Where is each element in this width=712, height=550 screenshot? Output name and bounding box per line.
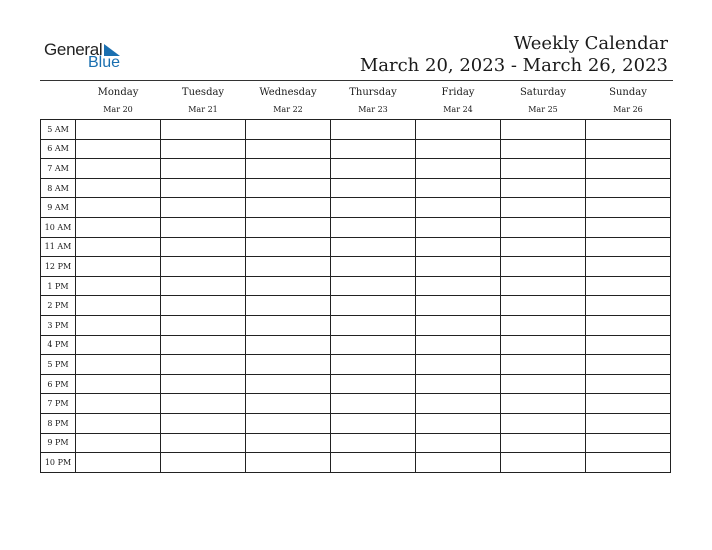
- calendar-slot-cell[interactable]: [416, 257, 501, 277]
- calendar-slot-cell[interactable]: [416, 159, 501, 179]
- time-slot-row: [41, 296, 671, 316]
- time-slot-row: [41, 315, 671, 335]
- calendar-slot-cell[interactable]: [331, 198, 416, 218]
- calendar-slot-cell[interactable]: [586, 453, 671, 473]
- calendar-slot-cell[interactable]: [331, 335, 416, 355]
- calendar-slot-cell[interactable]: [416, 139, 501, 159]
- calendar-slot-cell[interactable]: [501, 394, 586, 414]
- day-name: Wednesday: [259, 86, 317, 98]
- calendar-slot-cell[interactable]: [246, 120, 331, 140]
- time-slot-row: [41, 413, 671, 433]
- time-slot-row: [41, 159, 671, 179]
- time-label: 8 AM: [41, 178, 76, 198]
- calendar-slot-cell[interactable]: [246, 276, 331, 296]
- calendar-slot-cell[interactable]: [161, 139, 246, 159]
- day-name: Thursday: [349, 86, 397, 98]
- calendar-slot-cell[interactable]: [416, 276, 501, 296]
- calendar-slot-cell[interactable]: [416, 413, 501, 433]
- calendar-slot-cell[interactable]: [331, 374, 416, 394]
- calendar-slot-cell[interactable]: [76, 335, 161, 355]
- calendar-slot-cell[interactable]: [331, 139, 416, 159]
- calendar-slot-cell[interactable]: [586, 355, 671, 375]
- time-label: 6 PM: [41, 374, 76, 394]
- calendar-slot-cell[interactable]: [246, 178, 331, 198]
- calendar-slot-cell[interactable]: [331, 453, 416, 473]
- calendar-slot-cell[interactable]: [76, 394, 161, 414]
- day-date: Mar 21: [188, 105, 218, 114]
- time-slot-row: [41, 120, 671, 140]
- calendar-slot-cell[interactable]: [76, 257, 161, 277]
- calendar-slot-cell[interactable]: [501, 120, 586, 140]
- calendar-slot-cell[interactable]: [246, 257, 331, 277]
- day-name: Friday: [441, 86, 475, 98]
- calendar-slot-cell[interactable]: [331, 257, 416, 277]
- calendar-slot-cell[interactable]: [416, 335, 501, 355]
- time-label: 11 AM: [41, 237, 76, 257]
- calendar-slot-cell[interactable]: [331, 159, 416, 179]
- calendar-slot-cell[interactable]: [416, 355, 501, 375]
- time-label: 5 PM: [41, 355, 76, 375]
- calendar-slot-cell[interactable]: [331, 276, 416, 296]
- calendar-slot-cell[interactable]: [501, 257, 586, 277]
- calendar-slot-cell[interactable]: [586, 159, 671, 179]
- time-slot-row: [41, 198, 671, 218]
- calendar-slot-cell[interactable]: [76, 413, 161, 433]
- calendar-slot-cell[interactable]: [76, 178, 161, 198]
- calendar-slot-cell[interactable]: [161, 413, 246, 433]
- calendar-slot-cell[interactable]: [586, 374, 671, 394]
- calendar-slot-cell[interactable]: [501, 276, 586, 296]
- calendar-slot-cell[interactable]: [501, 159, 586, 179]
- calendar-slot-cell[interactable]: [161, 276, 246, 296]
- calendar-slot-cell[interactable]: [501, 178, 586, 198]
- time-slot-row: [41, 217, 671, 237]
- calendar-slot-cell[interactable]: [246, 159, 331, 179]
- calendar-slot-cell[interactable]: [76, 237, 161, 257]
- time-label: 8 PM: [41, 413, 76, 433]
- day-date-row: [41, 100, 671, 120]
- calendar-slot-cell[interactable]: [331, 355, 416, 375]
- calendar-slot-cell[interactable]: [416, 433, 501, 453]
- day-date: Mar 25: [528, 105, 558, 114]
- calendar-slot-cell[interactable]: [161, 198, 246, 218]
- calendar-slot-cell[interactable]: [501, 453, 586, 473]
- logo-text-blue: Blue: [88, 54, 121, 71]
- calendar-slot-cell[interactable]: [161, 453, 246, 473]
- calendar-slot-cell[interactable]: [586, 394, 671, 414]
- calendar-slot-cell[interactable]: [331, 120, 416, 140]
- calendar-slot-cell[interactable]: [246, 296, 331, 316]
- time-label: 3 PM: [41, 315, 76, 335]
- calendar-slot-cell[interactable]: [161, 374, 246, 394]
- time-slot-row: [41, 453, 671, 473]
- logo: [44, 40, 134, 74]
- calendar-slot-cell[interactable]: [416, 198, 501, 218]
- calendar-slot-cell[interactable]: [416, 394, 501, 414]
- page-title: Weekly Calendar: [513, 33, 668, 54]
- calendar-slot-cell[interactable]: [331, 413, 416, 433]
- time-label: 1 PM: [41, 276, 76, 296]
- calendar-slot-cell[interactable]: [246, 217, 331, 237]
- weekly-calendar-grid: [40, 84, 671, 473]
- date-range: March 20, 2023 - March 26, 2023: [359, 55, 668, 76]
- calendar-slot-cell[interactable]: [246, 453, 331, 473]
- time-header-spacer: [41, 84, 76, 100]
- day-name: Saturday: [519, 86, 567, 98]
- day-name: Tuesday: [181, 86, 225, 98]
- calendar-slot-cell[interactable]: [76, 374, 161, 394]
- time-label: 2 PM: [41, 296, 76, 316]
- calendar-slot-cell[interactable]: [246, 394, 331, 414]
- calendar-slot-cell[interactable]: [501, 198, 586, 218]
- time-label: 5 AM: [41, 120, 76, 140]
- calendar-slot-cell[interactable]: [76, 139, 161, 159]
- day-date: Mar 24: [443, 105, 473, 114]
- time-slot-row: [41, 355, 671, 375]
- calendar-slot-cell[interactable]: [501, 433, 586, 453]
- calendar-slot-cell[interactable]: [76, 276, 161, 296]
- calendar-slot-cell[interactable]: [246, 198, 331, 218]
- time-slot-row: [41, 257, 671, 277]
- calendar-slot-cell[interactable]: [501, 335, 586, 355]
- calendar-slot-cell[interactable]: [416, 374, 501, 394]
- time-label: 7 PM: [41, 394, 76, 414]
- calendar-slot-cell[interactable]: [586, 217, 671, 237]
- calendar-slot-cell[interactable]: [586, 335, 671, 355]
- calendar-slot-cell[interactable]: [161, 394, 246, 414]
- calendar-slot-cell[interactable]: [501, 374, 586, 394]
- time-label: 4 PM: [41, 335, 76, 355]
- time-slot-row: [41, 237, 671, 257]
- time-slots: [41, 120, 671, 473]
- calendar-slot-cell[interactable]: [246, 413, 331, 433]
- calendar-slot-cell[interactable]: [76, 453, 161, 473]
- time-slot-row: [41, 276, 671, 296]
- calendar-slot-cell[interactable]: [331, 315, 416, 335]
- calendar-slot-cell[interactable]: [161, 178, 246, 198]
- calendar-slot-cell[interactable]: [246, 355, 331, 375]
- day-name: Sunday: [609, 86, 647, 98]
- calendar-slot-cell[interactable]: [416, 296, 501, 316]
- calendar-slot-cell[interactable]: [416, 217, 501, 237]
- time-slot-row: [41, 139, 671, 159]
- calendar-slot-cell[interactable]: [161, 120, 246, 140]
- calendar-slot-cell[interactable]: [416, 237, 501, 257]
- calendar-slot-cell[interactable]: [501, 315, 586, 335]
- calendar-slot-cell[interactable]: [416, 120, 501, 140]
- calendar-slot-cell[interactable]: [76, 315, 161, 335]
- calendar-slot-cell[interactable]: [246, 139, 331, 159]
- time-label: 7 AM: [41, 159, 76, 179]
- calendar-slot-cell[interactable]: [246, 237, 331, 257]
- calendar-slot-cell[interactable]: [586, 198, 671, 218]
- calendar-slot-cell[interactable]: [161, 315, 246, 335]
- calendar-slot-cell[interactable]: [161, 296, 246, 316]
- calendar-slot-cell[interactable]: [246, 374, 331, 394]
- calendar-slot-cell[interactable]: [76, 355, 161, 375]
- day-date: Mar 26: [613, 105, 643, 114]
- calendar-slot-cell[interactable]: [161, 217, 246, 237]
- time-header-spacer: [41, 100, 76, 120]
- calendar-slot-cell[interactable]: [161, 355, 246, 375]
- time-label: 9 PM: [41, 433, 76, 453]
- calendar-slot-cell[interactable]: [161, 335, 246, 355]
- calendar-slot-cell[interactable]: [586, 413, 671, 433]
- calendar-slot-cell[interactable]: [416, 178, 501, 198]
- day-date: Mar 23: [358, 105, 388, 114]
- calendar-slot-cell[interactable]: [501, 139, 586, 159]
- time-label: 9 AM: [41, 198, 76, 218]
- calendar-slot-cell[interactable]: [246, 315, 331, 335]
- time-label: 10 AM: [41, 217, 76, 237]
- time-slot-row: [41, 335, 671, 355]
- time-label: 12 PM: [41, 257, 76, 277]
- day-name: Monday: [97, 86, 139, 98]
- day-name-row: [41, 84, 671, 100]
- calendar-slot-cell[interactable]: [161, 433, 246, 453]
- calendar-slot-cell[interactable]: [586, 120, 671, 140]
- calendar-slot-cell[interactable]: [501, 355, 586, 375]
- calendar-slot-cell[interactable]: [76, 296, 161, 316]
- calendar-slot-cell[interactable]: [586, 139, 671, 159]
- time-slot-row: [41, 374, 671, 394]
- time-label: 10 PM: [41, 453, 76, 473]
- calendar-slot-cell[interactable]: [76, 159, 161, 179]
- calendar-slot-cell[interactable]: [586, 433, 671, 453]
- calendar-slot-cell[interactable]: [161, 159, 246, 179]
- calendar-slot-cell[interactable]: [161, 257, 246, 277]
- time-label: 6 AM: [41, 139, 76, 159]
- calendar-slot-cell[interactable]: [416, 315, 501, 335]
- calendar-slot-cell[interactable]: [331, 178, 416, 198]
- calendar-slot-cell[interactable]: [76, 198, 161, 218]
- time-slot-row: [41, 178, 671, 198]
- calendar-slot-cell[interactable]: [331, 296, 416, 316]
- calendar-slot-cell[interactable]: [586, 257, 671, 277]
- calendar-slot-cell[interactable]: [501, 296, 586, 316]
- calendar-slot-cell[interactable]: [501, 413, 586, 433]
- day-date: Mar 22: [273, 105, 303, 114]
- calendar-slot-cell[interactable]: [76, 217, 161, 237]
- calendar-slot-cell[interactable]: [416, 453, 501, 473]
- time-slot-row: [41, 394, 671, 414]
- calendar-slot-cell[interactable]: [331, 433, 416, 453]
- calendar-slot-cell[interactable]: [246, 433, 331, 453]
- calendar-slot-cell[interactable]: [76, 120, 161, 140]
- calendar-slot-cell[interactable]: [586, 276, 671, 296]
- day-date: Mar 20: [103, 105, 133, 114]
- calendar-slot-cell[interactable]: [501, 237, 586, 257]
- calendar-slot-cell[interactable]: [586, 178, 671, 198]
- logo-text-general: General: [44, 40, 103, 59]
- calendar-slot-cell[interactable]: [331, 237, 416, 257]
- calendar-slot-cell[interactable]: [586, 237, 671, 257]
- calendar-slot-cell[interactable]: [586, 315, 671, 335]
- calendar-slot-cell[interactable]: [331, 394, 416, 414]
- calendar-slot-cell[interactable]: [501, 217, 586, 237]
- calendar-slot-cell[interactable]: [586, 296, 671, 316]
- time-slot-row: [41, 433, 671, 453]
- calendar-slot-cell[interactable]: [331, 217, 416, 237]
- calendar-slot-cell[interactable]: [161, 237, 246, 257]
- calendar-slot-cell[interactable]: [246, 335, 331, 355]
- calendar-slot-cell[interactable]: [76, 433, 161, 453]
- header-divider: [40, 80, 673, 81]
